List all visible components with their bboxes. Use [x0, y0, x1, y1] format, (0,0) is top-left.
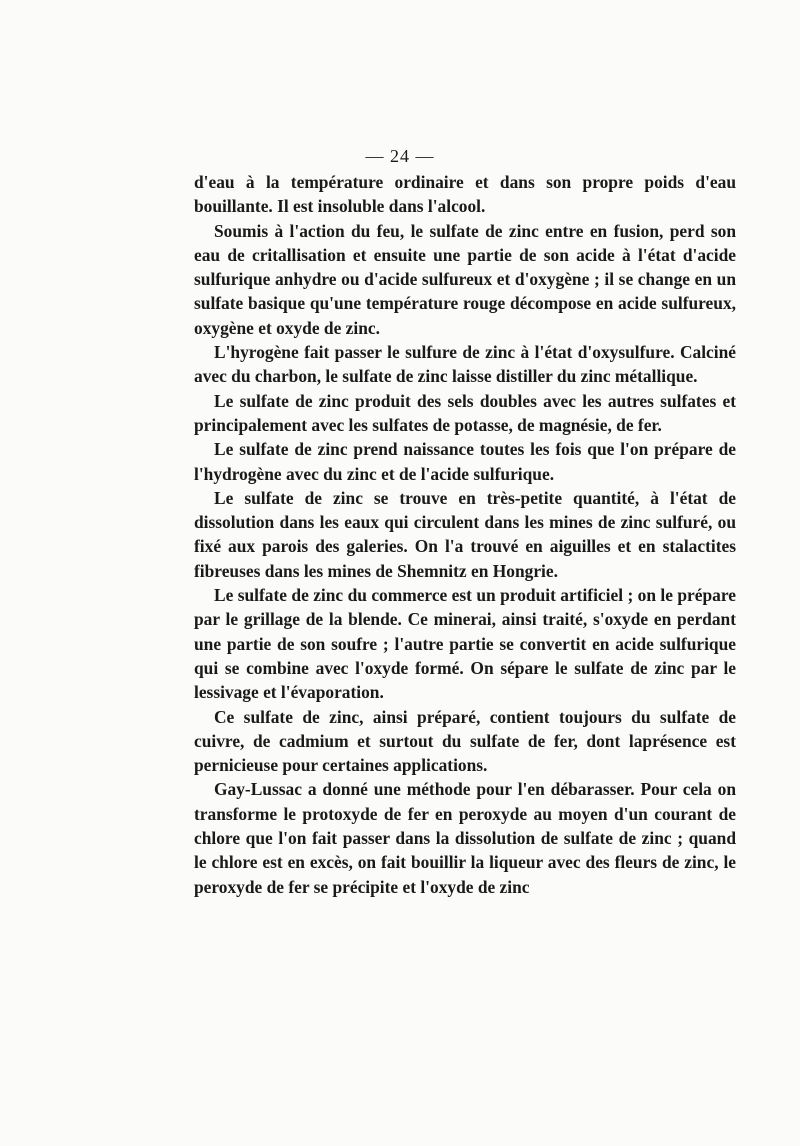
- paragraph: Le sulfate de zinc se trouve en très-petite quantité, à l'état de dissolution dans les eaux qui circulent dans les mines de zinc sulfuré, ou fixé aux parois des galeries. On l'a trouvé en aiguilles et en stalactites fibreuses dans les mines de Shemnitz en Hongrie.: [194, 487, 736, 581]
- paragraph: Ce sulfate de zinc, ainsi préparé, contient toujours du sulfate de cuivre, de cadmium et surtout du sulfate de fer, dont laprésence est pernicieuse pour certaines applications.: [194, 706, 736, 776]
- paragraph: d'eau à la température ordinaire et dans son propre poids d'eau bouillante. Il est insoluble dans l'alcool.: [194, 172, 736, 217]
- paragraph: Gay-Lussac a donné une méthode pour l'en débarasser. Pour cela on transforme le protoxyde de fer en peroxyde au moyen d'un courant de chlore que l'on fait passer dans la dissolution de sulfate de zinc ; quand le chlore est en excès, on fait bouillir la liqueur avec des fleurs de zinc, le peroxyde de fer se précipite et l'oxyde de zinc: [194, 779, 736, 897]
- paragraph: L'hyrogène fait passer le sulfure de zinc à l'état d'oxysulfure. Calciné avec du charbon, le sulfate de zinc laisse distiller du zinc métallique.: [194, 342, 736, 387]
- paragraph: Soumis à l'action du feu, le sulfate de zinc entre en fusion, perd son eau de critallisation et ensuite une partie de son acide à l'état d'acide sulfurique anhydre ou d'acide sulfureux et d'oxygène ; il se change en un sulfate basique qu'une température rouge décompose en acide sulfureux, oxygène et oxyde de zinc.: [194, 220, 736, 338]
- page-number: — 24 —: [365, 146, 435, 166]
- paragraph: Le sulfate de zinc produit des sels doubles avec les autres sulfates et principalement avec les sulfates de potasse, de magnésie, de fer.: [194, 390, 736, 435]
- paragraph: Le sulfate de zinc prend naissance toutes les fois que l'on prépare de l'hydrogène avec du zinc et de l'acide sulfurique.: [194, 439, 736, 484]
- paragraph: Le sulfate de zinc du commerce est un produit artificiel ; on le prépare par le grillage de la blende. Ce minerai, ainsi traité, s'oxyde en perdant une partie de son soufre ; l'autre partie se convertit en acide sulfurique qui se combine avec l'oxyde formé. On sépare le sulfate de zinc par le lessivage et l'évaporation.: [194, 585, 736, 703]
- body-text: [194, 170, 736, 899]
